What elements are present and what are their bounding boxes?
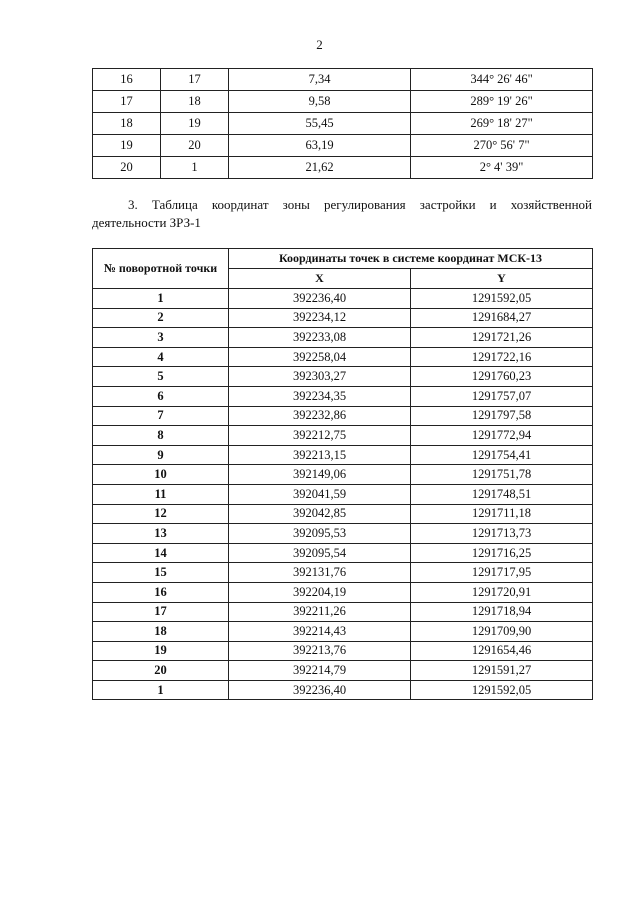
point-number: 19: [93, 641, 229, 661]
point-number: 9: [93, 445, 229, 465]
table-row: [93, 386, 593, 406]
coordinate-y: 1291797,58: [411, 406, 593, 426]
point-number: 7: [93, 406, 229, 426]
coordinate-x: 392211,26: [229, 602, 411, 622]
segment-from: 16: [93, 69, 161, 91]
table-row: [93, 622, 593, 642]
segment-from: 19: [93, 135, 161, 157]
table-row: [93, 406, 593, 426]
coordinate-y: 1291722,16: [411, 347, 593, 367]
coordinate-y: 1291748,51: [411, 484, 593, 504]
table-row: [93, 426, 593, 446]
header-y: Y: [411, 269, 593, 289]
coordinates-table: [92, 248, 593, 700]
coordinate-x: 392213,15: [229, 445, 411, 465]
segments-table-body: [93, 69, 593, 179]
coordinate-y: 1291592,05: [411, 680, 593, 700]
page-number: 2: [316, 37, 323, 52]
coordinate-x: 392041,59: [229, 484, 411, 504]
header-row: [93, 249, 593, 269]
table-row: [93, 157, 593, 179]
coordinate-x: 392232,86: [229, 406, 411, 426]
coordinate-x: 392204,19: [229, 582, 411, 602]
point-number: 4: [93, 347, 229, 367]
segment-to: 19: [161, 113, 229, 135]
point-number: 12: [93, 504, 229, 524]
coordinate-x: 392214,79: [229, 661, 411, 681]
table-row: [93, 289, 593, 309]
table-row: [93, 69, 593, 91]
table-row: [93, 445, 593, 465]
coordinates-table-header: [93, 249, 593, 289]
coordinate-y: 1291760,23: [411, 367, 593, 387]
segments-table: [92, 68, 593, 179]
table-row: [93, 661, 593, 681]
point-number: 3: [93, 328, 229, 348]
coordinate-x: 392212,75: [229, 426, 411, 446]
segment-from: 17: [93, 91, 161, 113]
coordinate-x: 392233,08: [229, 328, 411, 348]
coordinate-y: 1291592,05: [411, 289, 593, 309]
point-number: 8: [93, 426, 229, 446]
coordinate-y: 1291711,18: [411, 504, 593, 524]
coordinate-y: 1291717,95: [411, 563, 593, 583]
coordinate-x: 392234,35: [229, 386, 411, 406]
coordinate-x: 392042,85: [229, 504, 411, 524]
segment-length: 7,34: [229, 69, 411, 91]
coordinate-x: 392131,76: [229, 563, 411, 583]
table-row: [93, 484, 593, 504]
point-number: 20: [93, 661, 229, 681]
coordinate-y: 1291716,25: [411, 543, 593, 563]
point-number: 1: [93, 289, 229, 309]
point-number: 15: [93, 563, 229, 583]
coordinate-x: 392095,54: [229, 543, 411, 563]
coordinate-x: 392236,40: [229, 680, 411, 700]
coordinate-y: 1291684,27: [411, 308, 593, 328]
coordinate-y: 1291751,78: [411, 465, 593, 485]
table-row: [93, 91, 593, 113]
table-row: [93, 135, 593, 157]
point-number: 14: [93, 543, 229, 563]
segment-from: 18: [93, 113, 161, 135]
coordinates-table-body: [93, 289, 593, 700]
coordinate-x: 392095,53: [229, 524, 411, 544]
segment-to: 17: [161, 69, 229, 91]
coordinate-y: 1291772,94: [411, 426, 593, 446]
coordinate-x: 392149,06: [229, 465, 411, 485]
point-number: 6: [93, 386, 229, 406]
table-row: [93, 602, 593, 622]
segment-to: 1: [161, 157, 229, 179]
segment-length: 63,19: [229, 135, 411, 157]
header-x: X: [229, 269, 411, 289]
coordinate-x: 392213,76: [229, 641, 411, 661]
segment-angle: 2° 4' 39": [411, 157, 593, 179]
point-number: 10: [93, 465, 229, 485]
segment-angle: 344° 26' 46": [411, 69, 593, 91]
table-row: [93, 582, 593, 602]
table-row: [93, 465, 593, 485]
table-row: [93, 113, 593, 135]
table-row: [93, 543, 593, 563]
header-point-number: № поворотной точки: [93, 249, 229, 289]
header-coordinate-system: Координаты точек в системе координат МСК-13: [229, 249, 593, 269]
coordinate-y: 1291713,73: [411, 524, 593, 544]
coordinate-y: 1291757,07: [411, 386, 593, 406]
coordinate-y: 1291720,91: [411, 582, 593, 602]
table-row: [93, 680, 593, 700]
point-number: 17: [93, 602, 229, 622]
segment-angle: 269° 18' 27": [411, 113, 593, 135]
segment-length: 21,62: [229, 157, 411, 179]
coordinate-y: 1291654,46: [411, 641, 593, 661]
coordinate-y: 1291591,27: [411, 661, 593, 681]
table-row: [93, 347, 593, 367]
table-row: [93, 328, 593, 348]
segment-length: 9,58: [229, 91, 411, 113]
segment-angle: 270° 56' 7": [411, 135, 593, 157]
point-number: 18: [93, 622, 229, 642]
point-number: 1: [93, 680, 229, 700]
point-number: 5: [93, 367, 229, 387]
table-row: [93, 504, 593, 524]
coordinate-x: 392258,04: [229, 347, 411, 367]
point-number: 16: [93, 582, 229, 602]
segment-to: 20: [161, 135, 229, 157]
coordinate-x: 392234,12: [229, 308, 411, 328]
segment-angle: 289° 19' 26": [411, 91, 593, 113]
segment-to: 18: [161, 91, 229, 113]
table-caption: 3. Таблица координат зоны регулирования застройки и хозяйственной деятельности ЗРЗ-1: [92, 197, 592, 230]
point-number: 13: [93, 524, 229, 544]
coordinate-y: 1291721,26: [411, 328, 593, 348]
segment-from: 20: [93, 157, 161, 179]
table-row: [93, 308, 593, 328]
coordinate-x: 392236,40: [229, 289, 411, 309]
segment-length: 55,45: [229, 113, 411, 135]
coordinate-x: 392214,43: [229, 622, 411, 642]
point-number: 2: [93, 308, 229, 328]
coordinate-x: 392303,27: [229, 367, 411, 387]
coordinate-y: 1291709,90: [411, 622, 593, 642]
coordinate-y: 1291754,41: [411, 445, 593, 465]
table-row: [93, 524, 593, 544]
table-row: [93, 641, 593, 661]
point-number: 11: [93, 484, 229, 504]
table-row: [93, 563, 593, 583]
coordinate-y: 1291718,94: [411, 602, 593, 622]
table-row: [93, 367, 593, 387]
